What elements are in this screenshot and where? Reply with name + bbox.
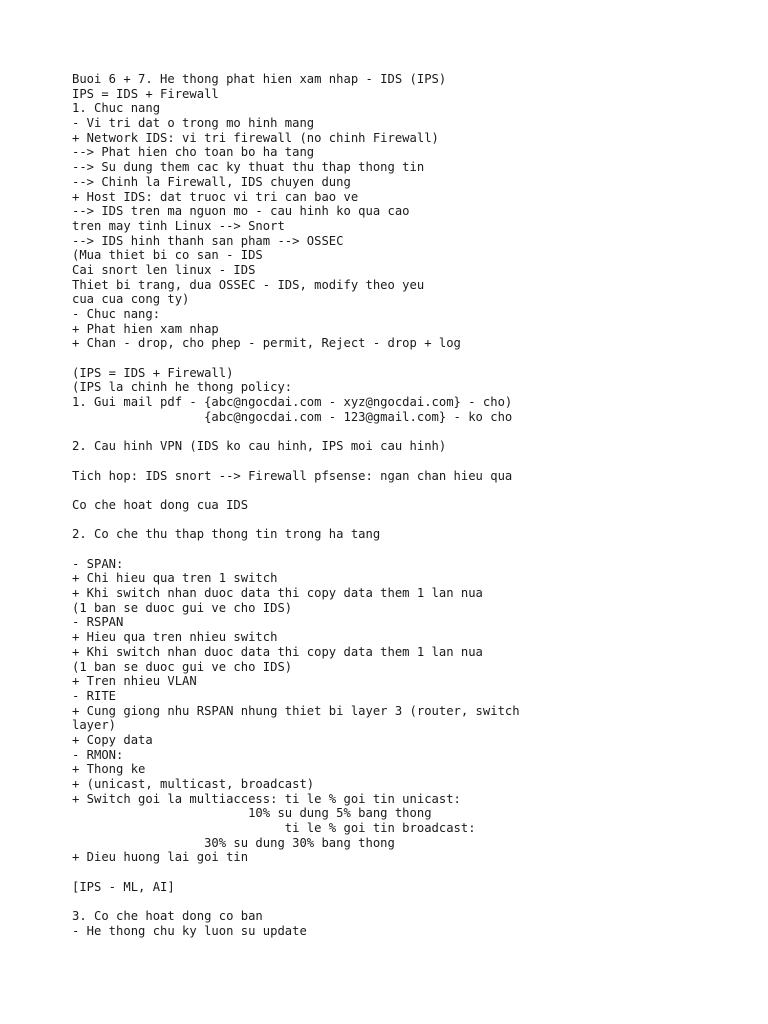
text-line: ti le % goi tin broadcast: <box>72 821 476 836</box>
text-line: [IPS - ML, AI] <box>72 879 175 894</box>
text-line: + Chan - drop, cho phep - permit, Reject - drop + log <box>72 336 461 351</box>
text-line: + Thong ke <box>72 762 146 777</box>
text-line: + Cung giong nhu RSPAN nhung thiet bi layer 3 (router, switch <box>72 703 520 718</box>
text-line: - RITE <box>72 688 117 703</box>
text-line: (IPS la chinh he thong policy: <box>72 380 293 395</box>
text-line: - RSPAN <box>72 615 124 630</box>
text-line: IPS = IDS + Firewall <box>72 86 219 101</box>
text-line: 2. Cau hinh VPN (IDS ko cau hinh, IPS moi cau hinh) <box>72 439 447 454</box>
text-line: --> Chinh la Firewall, IDS chuyen dung <box>72 174 351 189</box>
text-line: + Tren nhieu VLAN <box>72 674 197 689</box>
text-line: --> IDS hinh thanh san pham --> OSSEC <box>72 233 344 248</box>
text-line: 30% su dung 30% bang thong <box>72 835 395 850</box>
text-line: + Khi switch nhan duoc data thi copy data them 1 lan nua <box>72 586 483 601</box>
text-line: Cai snort len linux - IDS <box>72 262 256 277</box>
text-line: + Phat hien xam nhap <box>72 321 219 336</box>
text-line <box>72 425 752 440</box>
text-line: {abc@ngocdai.com - 123@gmail.com} - ko cho <box>72 409 513 424</box>
text-line: - Vi tri dat o trong mo hinh mang <box>72 116 315 131</box>
text-line: 1. Chuc nang <box>72 101 161 116</box>
text-line: cua cua cong ty) <box>72 292 190 307</box>
text-line: + Chi hieu qua tren 1 switch <box>72 571 278 586</box>
text-line: + Hieu qua tren nhieu switch <box>72 630 278 645</box>
text-line: - He thong chu ky luon su update <box>72 923 307 938</box>
text-line: + Khi switch nhan duoc data thi copy data them 1 lan nua <box>72 644 483 659</box>
text-line: - Chuc nang: <box>72 307 161 321</box>
document-page <box>72 72 752 939</box>
text-line: Tich hop: IDS snort --> Firewall pfsense: ngan chan hieu qua <box>72 468 513 483</box>
text-line: 3. Co che hoat dong co ban <box>72 909 263 924</box>
text-line: + Network IDS: vi tri firewall (no chinh Firewall) <box>72 130 439 145</box>
text-line: --> IDS tren ma nguon mo - cau hinh ko qua cao <box>72 204 410 219</box>
text-line: (1 ban se duoc gui ve cho IDS) <box>72 600 293 615</box>
text-line <box>72 865 752 880</box>
text-line: layer) <box>72 718 117 733</box>
text-line <box>72 483 752 498</box>
text-line <box>72 351 752 366</box>
text-line <box>72 542 752 557</box>
text-line <box>72 895 752 910</box>
text-line: + Switch goi la multiaccess: ti le % goi tin unicast: <box>72 791 461 806</box>
text-line: + Dieu huong lai goi tin <box>72 850 249 865</box>
text-line: - RMON: <box>72 747 124 762</box>
text-line: + Copy data <box>72 732 153 747</box>
text-line: Co che hoat dong cua IDS <box>72 497 249 512</box>
text-line: 1. Gui mail pdf - {abc@ngocdai.com - xyz@ngocdai.com} - cho) <box>72 395 513 410</box>
text-line: Thiet bi trang, dua OSSEC - IDS, modify theo yeu <box>72 277 425 292</box>
text-line <box>72 513 752 528</box>
text-line: - SPAN: <box>72 556 124 571</box>
text-line <box>72 454 752 469</box>
text-line: (Mua thiet bi co san - IDS <box>72 248 263 263</box>
text-line: --> Phat hien cho toan bo ha tang <box>72 145 315 160</box>
text-line: (IPS = IDS + Firewall) <box>72 365 234 380</box>
text-line: Buoi 6 + 7. He thong phat hien xam nhap - IDS (IPS) <box>72 72 447 86</box>
text-line: 10% su dung 5% bang thong <box>72 806 432 821</box>
text-line: + (unicast, multicast, broadcast) <box>72 777 315 791</box>
text-line: 2. Co che thu thap thong tin trong ha tang <box>72 527 381 542</box>
text-line: + Host IDS: dat truoc vi tri can bao ve <box>72 189 359 204</box>
text-line: (1 ban se duoc gui ve cho IDS) <box>72 659 293 674</box>
text-line: tren may tinh Linux --> Snort <box>72 218 285 233</box>
text-line: --> Su dung them cac ky thuat thu thap thong tin <box>72 160 425 175</box>
